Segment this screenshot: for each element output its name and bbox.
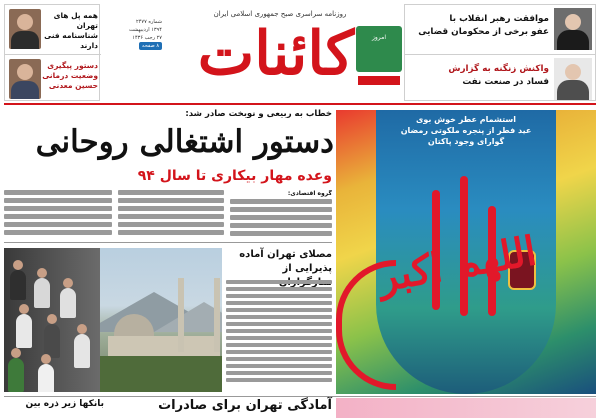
minaret	[214, 278, 220, 352]
lead-kicker: خطاب به ربیعی و نوبخت صادر شد:	[185, 109, 332, 119]
worshippers-crowd	[4, 248, 100, 392]
top-right-headline: واکنش زنگنه به گزارش	[448, 64, 549, 74]
issue-info-line: شماره ۲۴۷۷	[136, 19, 162, 25]
bottom-right-headline[interactable]: آمادگی تهران برای صادرات	[158, 398, 332, 413]
top-left-item-1[interactable]	[5, 5, 101, 53]
issue-info	[104, 18, 162, 66]
portrait-photo	[9, 59, 41, 99]
top-right-headline: موافقت رهبر انقلاب با	[449, 14, 549, 24]
mountain-shape	[154, 302, 222, 332]
lead-label: گروه اقتصادی:	[287, 190, 332, 197]
lead-subhead: وعده مهار بیکاری تا سال ۹۴	[137, 168, 332, 184]
top-right-item-2[interactable]	[405, 54, 595, 102]
page-count-chip: ۸ صفحه	[139, 42, 162, 50]
trees	[100, 356, 222, 392]
prayer-headline-line: مصلای تهران آماده	[239, 249, 332, 260]
poster-calligraphy: اللهم اکبر	[374, 227, 540, 302]
lead-body-columns	[4, 190, 332, 238]
lead-headline[interactable]: دستور اشتغالی روحانی	[35, 124, 334, 160]
portrait-photo	[554, 58, 592, 100]
masthead-divider	[4, 103, 596, 105]
poster-bottom-strip	[336, 398, 596, 418]
poster-line: گوارای وجود پاکتان	[427, 137, 505, 146]
top-right-item-text	[411, 13, 549, 39]
bottom-divider	[4, 396, 596, 397]
badge-red-strip	[358, 76, 400, 85]
body-column	[4, 190, 112, 238]
section-divider	[4, 242, 332, 243]
bottom-left-headline[interactable]: بانکها زیر ذره بین	[25, 399, 104, 409]
issue-info-line	[104, 42, 162, 50]
top-left-item-text: همه پل های تهران شناسنامه فنی دارند	[44, 11, 98, 50]
issue-info-line: ۱۳۹۴ اردیبهشت	[129, 27, 162, 33]
mosque-building	[108, 336, 220, 358]
prayer-headline-line: پذیرایی از	[282, 263, 332, 274]
body-column	[118, 190, 224, 238]
top-right-item-text	[411, 63, 549, 89]
issue-info-line: ۲۷ رجب ۱۴۳۶	[132, 35, 162, 41]
top-left-item-2[interactable]	[5, 54, 101, 102]
eid-fitr-poster[interactable]	[336, 110, 596, 394]
poster-line: عید فطر از پنجره ملکوتی رمضان	[400, 126, 532, 135]
portrait-photo	[9, 9, 41, 49]
portrait-photo	[554, 8, 592, 50]
top-left-item-text: دستور پیگیری وضعیت درمانی حسین معدنی	[42, 61, 98, 90]
newspaper-logo[interactable]: کائنات	[197, 19, 355, 89]
minaret	[178, 278, 184, 352]
body-column	[230, 190, 332, 238]
top-left-news-box	[4, 4, 100, 101]
mosalla-prayer-photo[interactable]	[4, 248, 222, 392]
top-right-subline: عفو برخی از محکومان قضایی	[418, 27, 549, 37]
poster-greeting	[382, 114, 550, 147]
masthead-slogan: روزنامه سراسری صبح جمهوری اسلامی ایران	[213, 10, 347, 18]
top-right-subline: فساد در صنعت نفت	[462, 77, 549, 87]
top-right-item-1[interactable]	[405, 5, 595, 53]
poster-line: استشمام عطر خوش بوی	[415, 115, 516, 124]
green-badge: امروز	[356, 26, 402, 72]
prayer-body-text	[226, 280, 332, 390]
top-right-news-box	[404, 4, 596, 101]
